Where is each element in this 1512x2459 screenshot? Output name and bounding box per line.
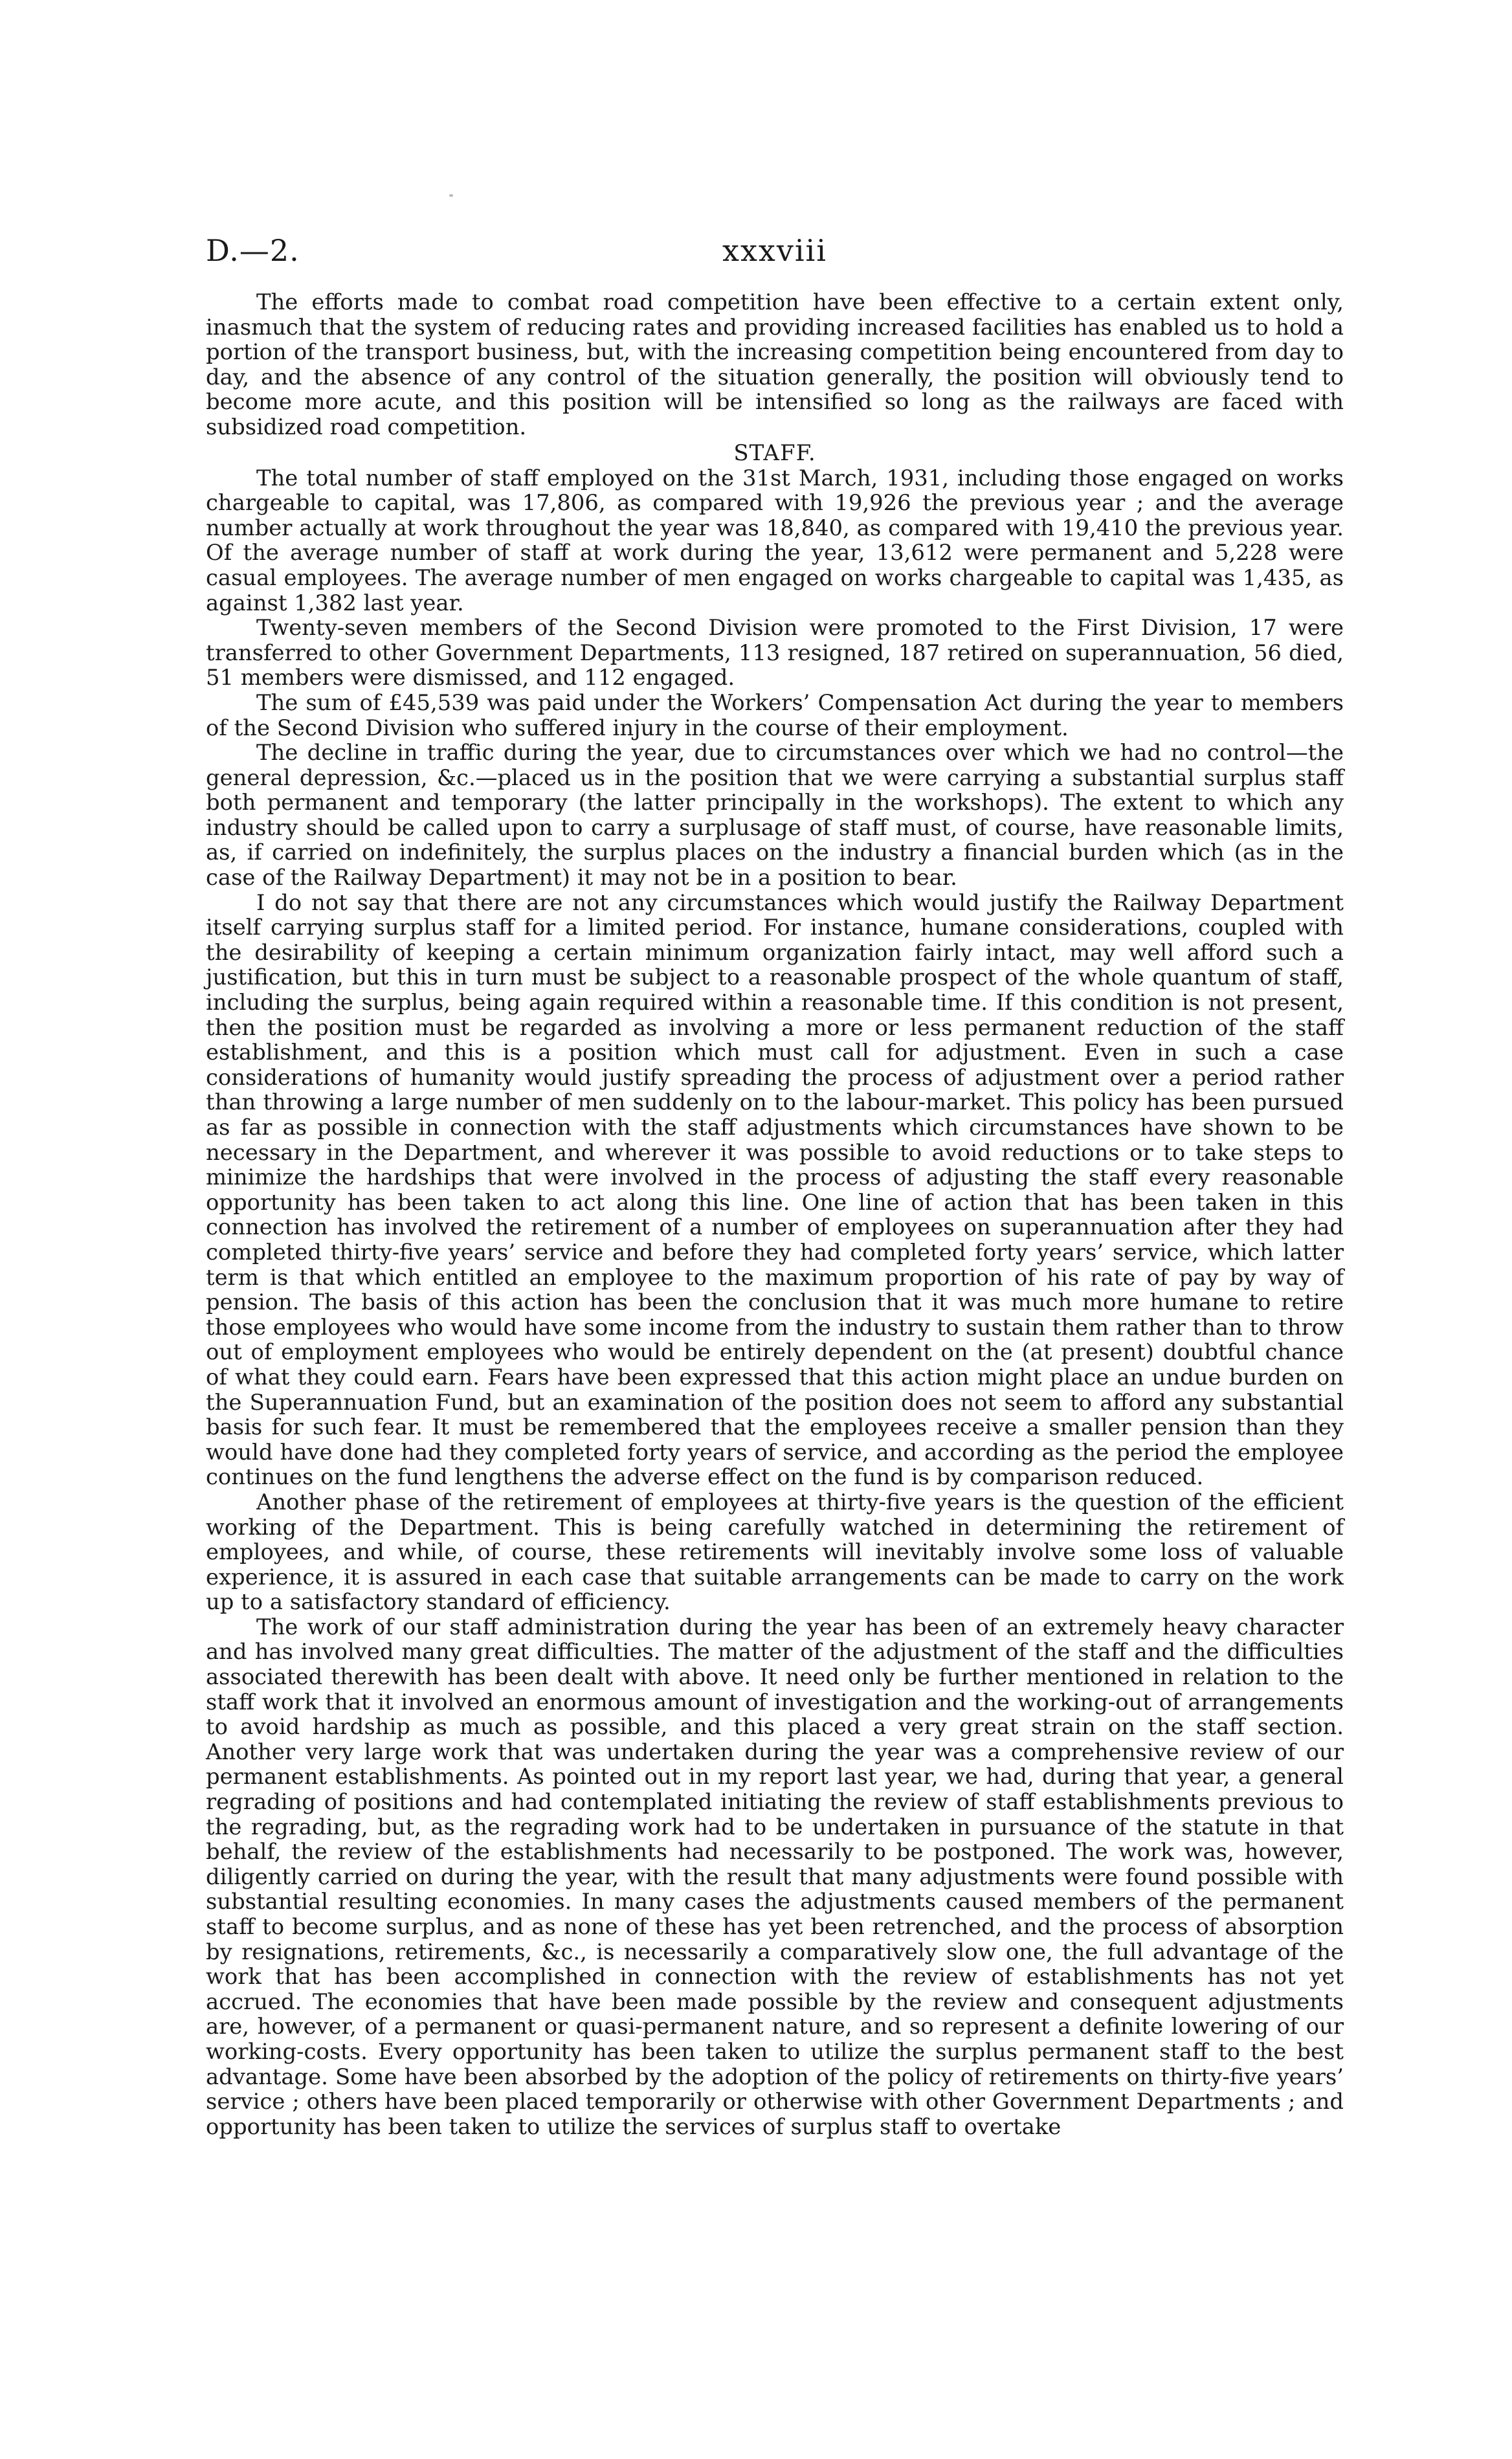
stray-mark bbox=[449, 194, 453, 197]
section-heading: STAFF. bbox=[733, 440, 816, 466]
paragraph: The decline in traffic during the year, due to circumstances over which we had no control—the general depression, &c.—placed us in the position that we were carrying a substantial surplus staff both permanent and temporary (the latter principally in the workshops). The extent to which any industry should be called upon to carry a surplusage of staff must, of course, have reasonable limits, as, if carried on indefinitely, the surplus places on the industry a financial burden which (as in the case of the Railway Department) it may not be in a position to bear. bbox=[206, 740, 1344, 891]
page-body bbox=[206, 290, 1344, 2139]
paragraph: The efforts made to combat road competition have been effective to a certain extent only, inasmuch that the system of reducing rates and providing increased facilities has enabled us to hold a portion of the transport business, but, with the increasing competition being encountered from day to day, and the absence of any control of the situation generally, the position will obviously tend to become more acute, and this position will be intensified so long as the railways are faced with subsidized road competition. bbox=[206, 289, 1344, 440]
paragraph: I do not say that there are not any circumstances which would justify the Railway Department itself carrying surplus staff for a limited period. For instance, humane considerations, coupled with the desirability of keeping a certain minimum organization fairly intact, may well afford such a justification, but this in turn must be subject to a reasonable prospect of the whole quantum of staff, including the surplus, being again required within a reasonable time. If this condition is not present, then the position must be regarded as involving a more or less permanent reduction of the staff establishment, and this is a position which must call for adjustment. Even in such a case considerations of humanity would justify spreading the process of adjustment over a period rather than throwing a large number of men suddenly on to the labour-market. This policy has been pursued as far as possible in connection with the staff adjustments which circumstances have shown to be necessary in the Department, and wherever it was possible to avoid reductions or to take steps to minimize the hardships that were involved in the process of adjusting the staff every reasonable opportunity has been taken to act along this line. One line of action that has been taken in this connection has involved the retirement of a number of employees on superannuation after they had completed thirty-five years’ service and before they had completed forty years’ service, which latter term is that which entitled an employee to the maximum proportion of his rate of pay by way of pension. The basis of this action has been the conclusion that it was much more humane to retire those employees who would have some income from the industry to sustain them rather than to throw out of employment employees who would be entirely dependent on the (at present) doubtful chance of what they could earn. Fears have been expressed that this action might place an undue burden on the Superannuation Fund, but an examination of the position does not seem to afford any substantial basis for such fear. It must be remembered that the employees receive a smaller pension than they would have done had they completed forty years of service, and according as the period the employee continues on the fund lengthens the adverse effect on the fund is by comparison reduced. bbox=[206, 889, 1344, 1490]
page-header bbox=[206, 233, 1344, 272]
paragraph: The sum of £45,539 was paid under the Workers’ Compensation Act during the year to members of the Second Division who suffered injury in the course of their employment. bbox=[206, 689, 1344, 740]
paragraph: The work of our staff administration during the year has been of an extremely heavy character and has involved many great difficulties. The matter of the adjustment of the staff and the difficulties associated therewith has been dealt with above. It need only be further mentioned in relation to the staff work that it involved an enormous amount of investigation and the working-out of arrangements to avoid hardship as much as possible, and this placed a very great strain on the staff section. Another very large work that was undertaken during the year was a comprehensive review of our permanent establishments. As pointed out in my report last year, we had, during that year, a general regrading of positions and had contemplated initiating the review of staff establishments previous to the regrading, but, as the regrading work had to be undertaken in pursuance of the statute in that behalf, the review of the establishments had necessarily to be postponed. The work was, however, diligently carried on during the year, with the result that many adjustments were found possible with substantial resulting economies. In many cases the adjustments caused members of the permanent staff to become surplus, and as none of these has yet been retrenched, and the process of absorption by resignations, retirements, &c., is necessarily a comparatively slow one, the full advantage of the work that has been accomplished in connection with the review of establishments has not yet accrued. The economies that have been made possible by the review and consequent adjustments are, however, of a permanent or quasi-permanent nature, and so represent a definite lowering of our working-costs. Every opportunity has been taken to utilize the surplus permanent staff to the best advantage. Some have been absorbed by the adoption of the policy of retirements on thirty-five years’ service ; others have been placed temporarily or otherwise with other Government Departments ; and opportunity has been taken to utilize the services of surplus staff to overtake bbox=[206, 1614, 1344, 2139]
paragraph: The total number of staff employed on the 31st March, 1931, including those engaged on works chargeable to capital, was 17,806, as compared with 19,926 the previous year ; and the average number actually at work throughout the year was 18,840, as compared with 19,410 the previous year. Of the average number of staff at work during the year, 13,612 were permanent and 5,228 were casual employees. The average number of men engaged on works chargeable to capital was 1,435, as against 1,382 last year. bbox=[206, 465, 1344, 616]
document-reference: D.—2. bbox=[206, 233, 300, 268]
page-number: xxxviii bbox=[722, 233, 827, 268]
paragraph: Another phase of the retirement of employees at thirty-five years is the question of the efficient working of the Department. This is being carefully watched in determining the retirement of employees, and while, of course, these retirements will inevitably involve some loss of valuable experience, it is assured in each case that suitable arrangements can be made to carry on the work up to a satisfactory standard of efficiency. bbox=[206, 1489, 1344, 1615]
paragraph: Twenty-seven members of the Second Division were promoted to the First Division, 17 were transferred to other Government Departments, 113 resigned, 187 retired on superannuation, 56 died, 51 members were dismissed, and 112 engaged. bbox=[206, 615, 1344, 691]
